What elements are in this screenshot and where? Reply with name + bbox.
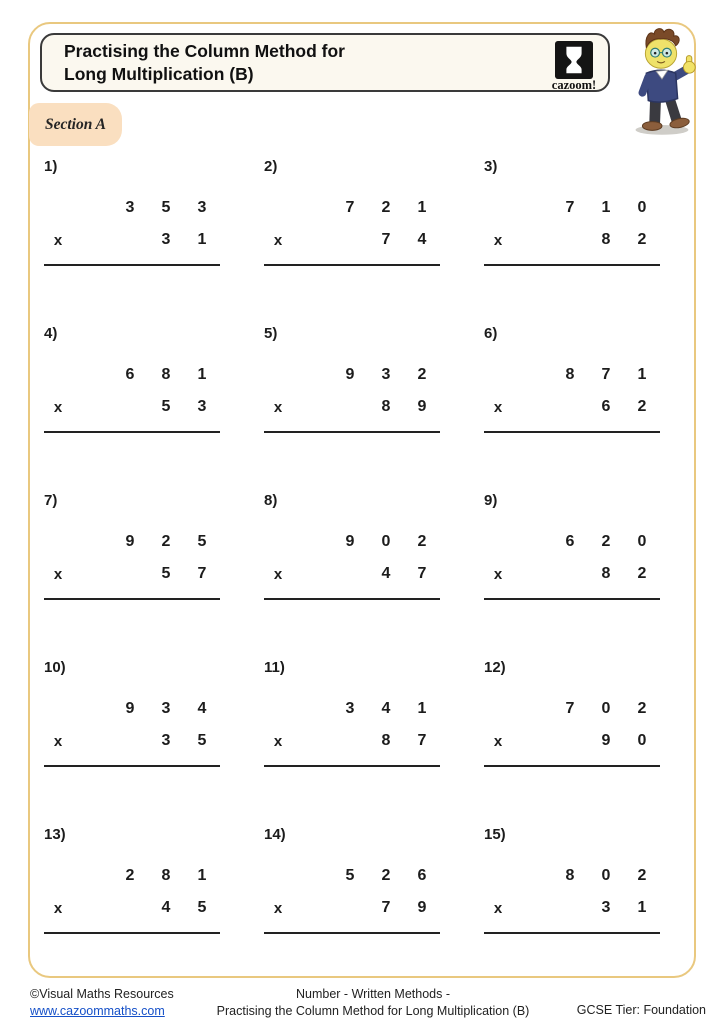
- multiplicand-digit: 2: [417, 533, 427, 550]
- multiplicand-digit: 2: [601, 533, 611, 550]
- multiplicand-digit: 0: [601, 700, 611, 717]
- title-line-2: Long Multiplication (B): [64, 63, 254, 84]
- multiplicand-row: [264, 865, 440, 887]
- multiplicand-digit: 6: [417, 867, 427, 884]
- problem-number: 12): [484, 659, 506, 676]
- multiply-sign: x: [493, 565, 503, 583]
- problem-number: 7): [44, 492, 58, 509]
- problem-15: [484, 826, 660, 934]
- multiplier-row: [44, 396, 220, 418]
- footer: [30, 986, 706, 1020]
- answer-line: [484, 431, 660, 433]
- multiplier-digit: 8: [381, 732, 391, 749]
- multiplicand-digit: 2: [381, 199, 391, 216]
- multiplier-digit: 0: [637, 732, 647, 749]
- multiplier-row: [44, 897, 220, 919]
- multiplier-row: [484, 897, 660, 919]
- problem-number: 2): [264, 158, 278, 175]
- multiplicand-row: [264, 531, 440, 553]
- multiplicand-digit: 9: [125, 700, 135, 717]
- problem-5: [264, 325, 440, 433]
- multiplicand-digit: 1: [637, 366, 647, 383]
- multiplicand-row: [44, 698, 220, 720]
- answer-line: [484, 264, 660, 266]
- multiplicand-digit: 4: [381, 700, 391, 717]
- footer-left: [30, 986, 210, 1020]
- answer-line: [44, 598, 220, 600]
- gcse-tier-text: GCSE Tier: Foundation: [576, 1003, 706, 1017]
- multiplicand-digit: 2: [417, 366, 427, 383]
- problem-number: 11): [264, 659, 285, 676]
- multiplicand-digit: 2: [161, 533, 171, 550]
- multiplicand-digit: 9: [125, 533, 135, 550]
- problem-10: [44, 659, 220, 767]
- multiplicand-digit: 8: [161, 867, 171, 884]
- multiplicand-digit: 1: [197, 867, 207, 884]
- multiplier-digit: 2: [637, 398, 647, 415]
- answer-line: [264, 431, 440, 433]
- multiply-sign: x: [493, 899, 503, 917]
- multiplicand-digit: 8: [565, 366, 575, 383]
- multiplicand-row: [484, 531, 660, 553]
- multiplier-row: [264, 730, 440, 752]
- multiplier-digit: 6: [601, 398, 611, 415]
- multiplicand-digit: 0: [381, 533, 391, 550]
- multiplier-row: [484, 396, 660, 418]
- multiplicand-digit: 1: [417, 199, 427, 216]
- multiplicand-row: [44, 197, 220, 219]
- multiplicand-digit: 5: [197, 533, 207, 550]
- mascot-boy-illustration: [617, 26, 705, 136]
- multiplicand-digit: 9: [345, 366, 355, 383]
- multiply-sign: x: [53, 565, 63, 583]
- multiply-sign: x: [493, 231, 503, 249]
- section-a-tab: [29, 103, 122, 146]
- answer-line: [44, 932, 220, 934]
- multiplier-row: [44, 730, 220, 752]
- multiply-sign: x: [53, 231, 63, 249]
- answer-line: [484, 598, 660, 600]
- problem-number: 10): [44, 659, 66, 676]
- multiplier-row: [484, 730, 660, 752]
- answer-line: [264, 765, 440, 767]
- multiplier-digit: 4: [381, 565, 391, 582]
- logo-text: cazoom!: [551, 78, 597, 92]
- problem-6: [484, 325, 660, 433]
- copyright-text: ©Visual Maths Resources: [30, 987, 174, 1001]
- multiplier-digit: 5: [161, 565, 171, 582]
- multiplicand-row: [484, 865, 660, 887]
- multiplicand-digit: 4: [197, 700, 207, 717]
- worksheet-title: [64, 40, 345, 85]
- hourglass-logo-icon: [555, 41, 593, 79]
- cazoom-logo: [550, 38, 598, 93]
- problem-number: 15): [484, 826, 506, 843]
- footer-center: [210, 986, 536, 1020]
- problem-number: 6): [484, 325, 498, 342]
- multiplicand-row: [264, 698, 440, 720]
- multiplicand-row: [264, 197, 440, 219]
- problem-2: [264, 158, 440, 266]
- problem-7: [44, 492, 220, 600]
- multiplier-digit: 4: [417, 231, 427, 248]
- multiplier-row: [264, 563, 440, 585]
- multiplier-digit: 7: [381, 231, 391, 248]
- multiplicand-digit: 1: [601, 199, 611, 216]
- multiplier-digit: 7: [417, 565, 427, 582]
- multiplicand-digit: 3: [197, 199, 207, 216]
- multiplier-digit: 7: [381, 899, 391, 916]
- multiplier-digit: 8: [381, 398, 391, 415]
- multiplier-row: [44, 229, 220, 251]
- multiplicand-digit: 2: [125, 867, 135, 884]
- problem-number: 4): [44, 325, 58, 342]
- problem-3: [484, 158, 660, 266]
- multiplier-digit: 5: [197, 899, 207, 916]
- multiplicand-row: [44, 531, 220, 553]
- multiplier-digit: 2: [637, 565, 647, 582]
- problem-number: 5): [264, 325, 278, 342]
- multiply-sign: x: [273, 231, 283, 249]
- multiply-sign: x: [53, 398, 63, 416]
- multiplicand-digit: 0: [601, 867, 611, 884]
- multiplicand-digit: 6: [125, 366, 135, 383]
- multiplicand-digit: 7: [345, 199, 355, 216]
- multiply-sign: x: [273, 398, 283, 416]
- problem-8: [264, 492, 440, 600]
- multiplicand-digit: 3: [345, 700, 355, 717]
- multiplier-digit: 3: [161, 732, 171, 749]
- multiplier-digit: 3: [161, 231, 171, 248]
- answer-line: [264, 598, 440, 600]
- multiplicand-digit: 5: [161, 199, 171, 216]
- problem-number: 14): [264, 826, 286, 843]
- multiplier-digit: 4: [161, 899, 171, 916]
- problem-14: [264, 826, 440, 934]
- multiplicand-digit: 1: [417, 700, 427, 717]
- multiply-sign: x: [53, 899, 63, 917]
- answer-line: [484, 765, 660, 767]
- multiplier-digit: 9: [417, 398, 427, 415]
- multiplicand-digit: 7: [601, 366, 611, 383]
- answer-line: [44, 765, 220, 767]
- multiplier-digit: 1: [637, 899, 647, 916]
- multiplicand-digit: 3: [125, 199, 135, 216]
- multiplicand-digit: 7: [565, 700, 575, 717]
- multiplier-row: [484, 563, 660, 585]
- problem-number: 8): [264, 492, 278, 509]
- multiplicand-digit: 2: [381, 867, 391, 884]
- multiply-sign: x: [493, 398, 503, 416]
- problem-number: 9): [484, 492, 498, 509]
- multiplier-row: [264, 229, 440, 251]
- multiplicand-row: [484, 364, 660, 386]
- problem-11: [264, 659, 440, 767]
- problem-number: 13): [44, 826, 66, 843]
- multiplicand-digit: 5: [345, 867, 355, 884]
- multiplicand-digit: 1: [197, 366, 207, 383]
- footer-topic-line: Number - Written Methods -: [296, 987, 450, 1001]
- multiplicand-digit: 8: [161, 366, 171, 383]
- multiplier-digit: 3: [197, 398, 207, 415]
- answer-line: [44, 264, 220, 266]
- problem-4: [44, 325, 220, 433]
- multiplicand-digit: 6: [565, 533, 575, 550]
- multiplicand-digit: 2: [637, 700, 647, 717]
- multiplicand-digit: 2: [637, 867, 647, 884]
- multiplicand-digit: 3: [161, 700, 171, 717]
- multiplicand-digit: 3: [381, 366, 391, 383]
- multiplicand-digit: 8: [565, 867, 575, 884]
- footer-worksheet-name: Practising the Column Method for Long Multiplication (B): [216, 1003, 530, 1018]
- answer-line: [484, 932, 660, 934]
- multiply-sign: x: [273, 732, 283, 750]
- website-link[interactable]: www.cazoommaths.com: [30, 1003, 165, 1018]
- problem-12: [484, 659, 660, 767]
- multiply-sign: x: [493, 732, 503, 750]
- multiplier-digit: 9: [417, 899, 427, 916]
- multiplicand-row: [484, 698, 660, 720]
- multiplier-digit: 7: [417, 732, 427, 749]
- multiplier-digit: 1: [197, 231, 207, 248]
- multiplicand-digit: 7: [565, 199, 575, 216]
- problem-13: [44, 826, 220, 934]
- multiplier-digit: 5: [197, 732, 207, 749]
- answer-line: [264, 932, 440, 934]
- multiplicand-row: [44, 865, 220, 887]
- multiplier-row: [264, 897, 440, 919]
- section-label: Section A: [44, 115, 106, 133]
- problem-1: [44, 158, 220, 266]
- multiplier-digit: 8: [601, 565, 611, 582]
- problem-number: 1): [44, 158, 58, 175]
- multiply-sign: x: [273, 899, 283, 917]
- title-box: [40, 33, 610, 92]
- title-line-1: Practising the Column Method for: [64, 41, 345, 62]
- multiplier-digit: 3: [601, 899, 611, 916]
- multiplicand-row: [484, 197, 660, 219]
- multiplicand-row: [264, 364, 440, 386]
- answer-line: [44, 431, 220, 433]
- multiplier-digit: 5: [161, 398, 171, 415]
- multiplier-digit: 2: [637, 231, 647, 248]
- multiplicand-digit: 0: [637, 533, 647, 550]
- multiplier-row: [264, 396, 440, 418]
- multiplier-row: [484, 229, 660, 251]
- problems-grid: [44, 158, 664, 934]
- multiplier-digit: 8: [601, 231, 611, 248]
- multiply-sign: x: [273, 565, 283, 583]
- multiplicand-digit: 0: [637, 199, 647, 216]
- problem-number: 3): [484, 158, 498, 175]
- answer-line: [264, 264, 440, 266]
- multiplier-digit: 7: [197, 565, 207, 582]
- multiply-sign: x: [53, 732, 63, 750]
- multiplicand-digit: 9: [345, 533, 355, 550]
- multiplicand-row: [44, 364, 220, 386]
- multiplier-row: [44, 563, 220, 585]
- problem-9: [484, 492, 660, 600]
- multiplier-digit: 9: [601, 732, 611, 749]
